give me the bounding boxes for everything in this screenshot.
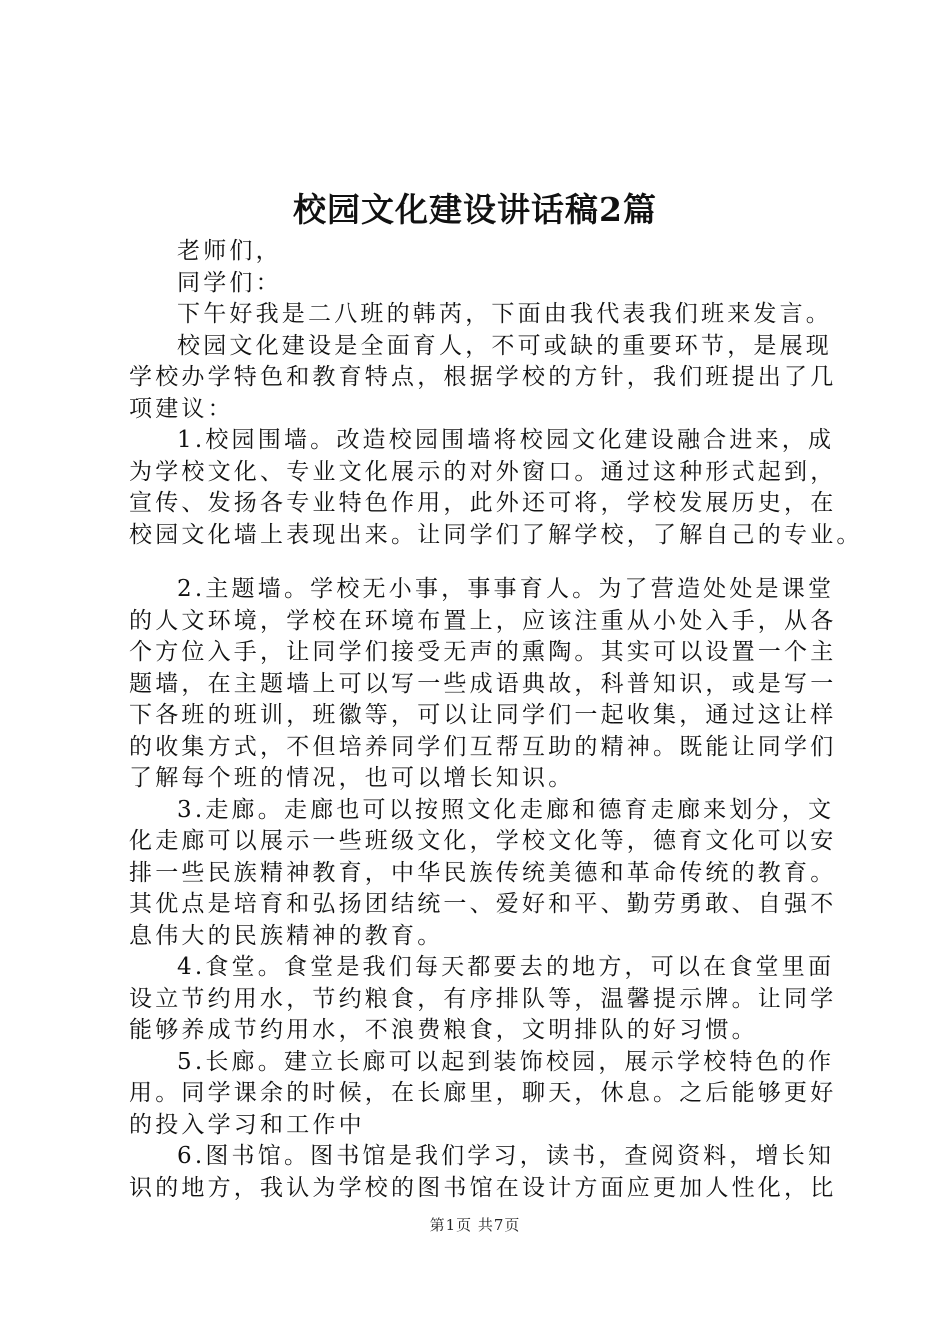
text-line: 5.长廊。建立长廊可以起到装饰校园，展示学校特色的作: [177, 1048, 835, 1075]
text-line: 校园文化墙上表现出来。让同学们了解学校，了解自己的专业。: [129, 521, 863, 548]
text-line: 为学校文化、专业文化展示的对外窗口。通过这种形式起到，: [129, 458, 837, 485]
text-line: 下午好我是二八班的韩芮，下面由我代表我们班来发言。: [177, 301, 832, 327]
text-line: 老师们，: [177, 238, 282, 264]
text-line: 校园文化建设是全面育人，不可或缺的重要环节，是展现: [177, 332, 832, 359]
text-line: 题墙，在主题墙上可以写一些成语典故，科普知识，或是写一: [129, 670, 837, 697]
text-line: 下各班的班训，班徽等，可以让同学们一起收集，通过这让样: [129, 702, 837, 728]
document-title: 校园文化建设讲话稿2篇: [293, 190, 657, 229]
text-line: 个方位入手，让同学们接受无声的熏陶。其实可以设置一个主: [129, 639, 837, 665]
document-body: [129, 236, 863, 1204]
text-line: 宣传、发扬各专业特色作用，此外还可将，学校发展历史，在: [129, 490, 837, 516]
text-line: 用。同学课余的时候，在长廊里，聊天，休息。之后能够更好: [129, 1080, 837, 1106]
text-line: 了解每个班的情况，也可以增长知识。: [129, 765, 575, 791]
text-line: 排一些民族精神教育，中华民族传统美德和革命传统的教育。: [129, 859, 837, 886]
text-line: 的人文环境，学校在环境布置上，应该注重从小处入手，从各: [129, 607, 837, 634]
text-line: 息伟大的民族精神的教育。: [129, 922, 444, 949]
text-line: 2.主题墙。学校无小事，事事育人。为了营造处处是课堂: [177, 576, 835, 602]
text-line: 同学们：: [177, 269, 282, 296]
page-number: 第1页 共7页: [429, 1216, 521, 1234]
text-line: 其优点是培育和弘扬团结统一、爱好和平、勤劳勇敢、自强不: [129, 891, 837, 917]
text-line: 项建议：: [129, 395, 234, 422]
text-line: 设立节约用水，节约粮食，有序排队等，温馨提示牌。让同学: [129, 985, 837, 1012]
text-line: 4.食堂。食堂是我们每天都要去的地方，可以在食堂里面: [177, 954, 835, 980]
text-line: 的投入学习和工作中: [129, 1111, 365, 1138]
text-line: 3.走廊。走廊也可以按照文化走廊和德育走廊来划分，文: [177, 796, 835, 823]
text-line: 的收集方式，不但培养同学们互帮互助的精神。既能让同学们: [129, 733, 837, 760]
text-line: 6.图书馆。图书馆是我们学习，读书，查阅资料，增长知: [177, 1143, 835, 1169]
text-line: 能够养成节约用水，不浪费粮食，文明排队的好习惯。: [129, 1017, 758, 1043]
text-line: 化走廊可以展示一些班级文化，学校文化等，德育文化可以安: [129, 828, 837, 854]
text-line: 学校办学特色和教育特点，根据学校的方针，我们班提出了几: [129, 364, 837, 390]
text-line: 识的地方，我认为学校的图书馆在设计方面应更加人性化，比: [129, 1174, 837, 1201]
paragraph-gap: [129, 551, 841, 574]
text-line: 1.校园围墙。改造校园围墙将校园文化建设融合进来，成: [177, 427, 835, 453]
